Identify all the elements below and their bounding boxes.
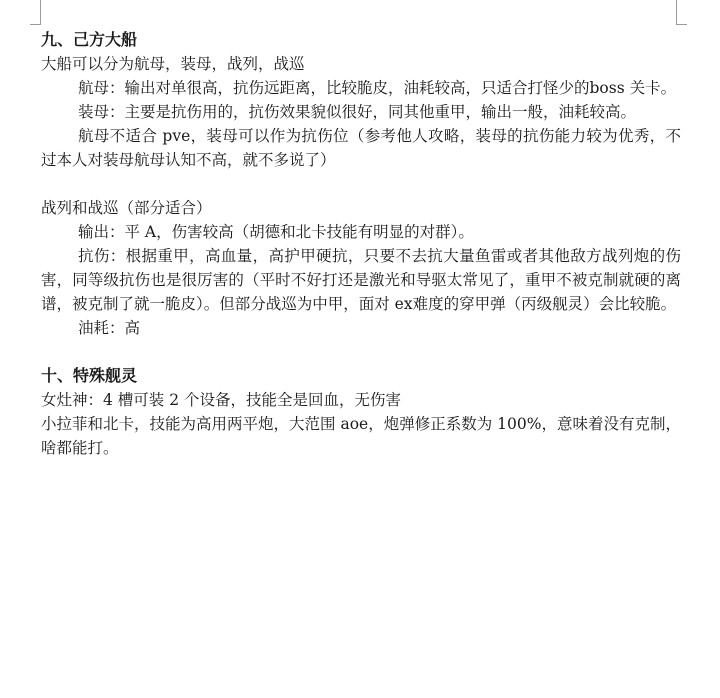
paragraph-lafei: 小拉菲和北卡，技能为高用两平炮，大范围 aoe，炮弹修正系数为 100%，意味着没有克制，啥都能打。: [41, 415, 681, 457]
blank-line: [41, 340, 681, 364]
paragraph-output: 输出：平 A，伤害较高（胡德和北卡技能有明显的对群）。: [78, 223, 474, 241]
paragraph-intro: 大船可以分为航母，装母，战列，战巡: [41, 55, 305, 73]
document-body: [41, 28, 681, 460]
paragraph-hangmu: 航母：输出对单很高，抗伤远距离，比较脆皮，油耗较高，只适合打怪少的boss 关卡。: [78, 79, 677, 97]
paragraph-note: 航母不适合 pve，装母可以作为抗伤位（参考他人攻略，装母的抗伤能力较为优秀，不过本人对装母航母认知不高，就不多说了）: [41, 127, 681, 169]
section-heading-9: 九、己方大船: [41, 30, 138, 49]
paragraph-fuel: 油耗：高: [78, 319, 141, 337]
page-corner-mark-left: [30, 0, 41, 25]
paragraph-zhanlie-title: 战列和战巡（部分适合）: [41, 199, 212, 217]
paragraph-tank: 抗伤：根据重甲，高血量，高护甲硬抗，只要不去抗大量鱼雷或者其他敌方战列炮的伤害，同等级抗伤也是很厉害的（平时不好打还是激光和导驱太常见了，重甲不被克制就硬的离谱，被克制了就一脆皮）。但部分战巡为中甲，面对 ex难度的穿甲弹（丙级舰灵）会比较脆。: [41, 247, 681, 313]
section-heading-10: 十、特殊舰灵: [41, 366, 138, 385]
page-corner-mark-right: [676, 0, 687, 25]
paragraph-zhuangmu: 装母：主要是抗伤用的，抗伤效果貌似很好，同其他重甲，输出一般，油耗较高。: [78, 103, 637, 121]
blank-line: [41, 172, 681, 196]
paragraph-zaoshen: 女灶神：4 槽可装 2 个设备，技能全是回血，无伤害: [41, 391, 402, 409]
